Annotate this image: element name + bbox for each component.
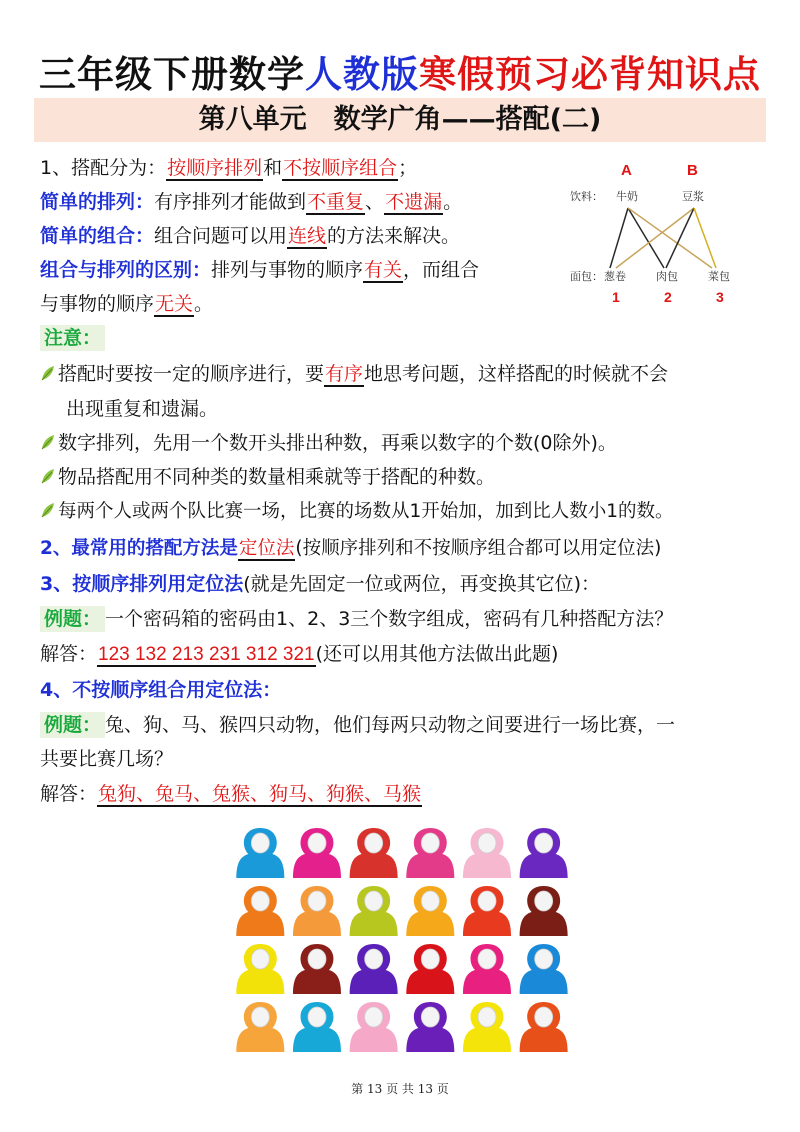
example-1: 例题： 一个密码箱的密码由1、2、3三个数字组成，密码有几种搭配方法？ bbox=[40, 606, 673, 632]
hooded-figure bbox=[293, 886, 341, 936]
note-4: 每两个人或两个队比赛一场，比赛的场数从1开始加，加到比人数小1的数。 bbox=[40, 499, 674, 525]
hooded-figure bbox=[236, 886, 284, 936]
hooded-figure bbox=[350, 1002, 398, 1052]
diagram-num-2: 2 bbox=[664, 289, 672, 305]
hooded-figures-illustration bbox=[232, 822, 572, 1054]
unit-title-bar: 第八单元 数学广角——搭配(二) bbox=[34, 98, 766, 142]
hooded-figure bbox=[293, 828, 341, 878]
section-2: 2、最常用的搭配方法是定位法(按顺序排列和不按顺序组合都可以用定位法) bbox=[40, 538, 662, 559]
example-2-cont: 共要比赛几场？ bbox=[40, 748, 174, 770]
diagram-num-1: 1 bbox=[612, 289, 620, 305]
diagram-bread-3: 菜包 bbox=[708, 270, 730, 283]
hooded-figure bbox=[463, 944, 511, 994]
page-footer: 第 13 页 共 13 页 bbox=[351, 1082, 449, 1096]
title-part-grade: 三年级下册数学 bbox=[39, 53, 305, 96]
hooded-figure bbox=[520, 944, 568, 994]
note-3: 物品搭配用不同种类的数量相乘就等于搭配的种数。 bbox=[40, 464, 495, 490]
diagram-bread-2: 肉包 bbox=[656, 270, 678, 283]
hooded-figure bbox=[236, 944, 284, 994]
hooded-figure bbox=[350, 828, 398, 878]
diagram-line-milk-2 bbox=[628, 208, 664, 268]
section-3: 3、按顺序排列用定位法(就是先固定一位或两位，再变换其它位)： bbox=[40, 573, 601, 595]
leaf-icon bbox=[40, 501, 56, 519]
hooded-figure bbox=[406, 944, 454, 994]
title-part-edition: 人教版 bbox=[305, 53, 419, 96]
line-simple-combination: 简单的组合：组合问题可以用连线的方法来解决。 bbox=[40, 225, 461, 247]
diagram-bread-label: 面包： bbox=[570, 270, 603, 283]
example-2: 例题： 兔、狗、马、猴四只动物，他们每两只动物之间要进行一场比赛，一 bbox=[40, 712, 675, 738]
matching-diagram bbox=[566, 156, 766, 308]
diagram-drink-soymilk: 豆浆 bbox=[682, 190, 704, 203]
line-difference-cont: 与事物的顺序无关。 bbox=[40, 293, 214, 315]
hooded-figure bbox=[350, 886, 398, 936]
leaf-icon bbox=[40, 364, 56, 382]
hooded-figure bbox=[293, 1002, 341, 1052]
diagram-bread-1: 葱卷 bbox=[604, 270, 626, 283]
diagram-line-milk-1 bbox=[610, 208, 628, 268]
diagram-line-soy-3 bbox=[694, 208, 716, 268]
answer-1: 解答：123 132 213 231 312 321(还可以用其他方法做出此题) bbox=[40, 643, 559, 665]
note-label: 注意： bbox=[40, 325, 105, 351]
page-title bbox=[0, 44, 800, 98]
hooded-figure bbox=[520, 828, 568, 878]
hooded-figure bbox=[463, 886, 511, 936]
section-4: 4、不按顺序组合用定位法： bbox=[40, 679, 282, 701]
hooded-figure bbox=[520, 886, 568, 936]
diagram-num-3: 3 bbox=[716, 289, 724, 305]
diagram-line-soy-1 bbox=[616, 208, 694, 268]
hooded-figure bbox=[350, 944, 398, 994]
hooded-figure bbox=[236, 828, 284, 878]
note-1-cont: 出现重复和遗漏。 bbox=[66, 398, 219, 420]
title-part-topic: 寒假预习必背知识点 bbox=[419, 53, 761, 96]
hooded-figure bbox=[236, 1002, 284, 1052]
hooded-figure bbox=[293, 944, 341, 994]
note-1: 搭配时要按一定的顺序进行，要有序地思考问题，这样搭配的时候就不会 bbox=[40, 361, 668, 387]
line-categories: 1、搭配分为：按顺序排列和不按顺序组合； bbox=[40, 157, 418, 179]
leaf-icon bbox=[40, 433, 56, 451]
leaf-icon bbox=[40, 467, 56, 485]
hooded-figure bbox=[520, 1002, 568, 1052]
diagram-drink-label: 饮料： bbox=[570, 190, 603, 203]
hooded-figure bbox=[406, 828, 454, 878]
note-label-line bbox=[40, 325, 105, 351]
line-difference: 组合与排列的区别：排列与事物的顺序有关，而组合 bbox=[40, 259, 480, 281]
hooded-figure bbox=[406, 886, 454, 936]
hooded-figure bbox=[406, 1002, 454, 1052]
hooded-figure bbox=[463, 828, 511, 878]
diagram-col-a: A bbox=[621, 162, 632, 179]
diagram-col-b: B bbox=[687, 162, 698, 179]
line-simple-permutation: 简单的排列：有序排列才能做到不重复、不遗漏。 bbox=[40, 191, 463, 213]
diagram-drink-milk: 牛奶 bbox=[616, 190, 638, 203]
answer-2: 解答：兔狗、兔马、兔猴、狗马、狗猴、马猴 bbox=[40, 783, 422, 805]
note-2: 数字排列，先用一个数开头排出种数，再乘以数字的个数(0除外)。 bbox=[40, 430, 617, 456]
hooded-figure bbox=[463, 1002, 511, 1052]
